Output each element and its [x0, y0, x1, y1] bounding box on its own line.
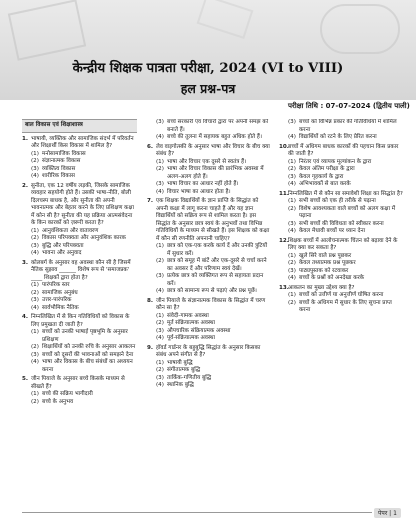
answer-option — [288, 300, 403, 315]
option-label: (4) — [156, 134, 164, 140]
option-text: भाषा विचार का आधार नहीं होते हैं। — [167, 181, 239, 187]
answer-option — [288, 268, 403, 276]
answer-option — [288, 253, 403, 261]
option-text: निरंतर एवं व्यापक मूल्यांकन के द्वारा — [299, 158, 372, 165]
question-number: 9. — [147, 344, 154, 351]
answer-option — [31, 399, 137, 407]
answer-option — [156, 119, 270, 134]
option-text: भाषा और विकास के बीच संबंधों का अध्ययन करना — [42, 359, 133, 373]
option-label: (1) — [156, 243, 164, 249]
question-block — [147, 198, 270, 298]
option-label: (3) — [31, 351, 39, 358]
answer-option — [156, 159, 270, 167]
option-label: (1) — [288, 158, 296, 165]
answer-option — [288, 260, 403, 268]
question — [147, 198, 270, 243]
option-text: बच्चे की तुलना में सहायक बहुत अधिक होते हैं। — [167, 134, 262, 140]
option-label: (2) — [288, 205, 296, 212]
question-text: जीन पियाजे के अनुसार बच्चे किसके माध्यम से सीखते हैं? — [31, 376, 125, 390]
option-text: सामाजिक अनुबंध — [42, 289, 78, 296]
option-text: बच्चों के प्रश्नों को अनदेखा करके — [299, 275, 365, 281]
footer-rule — [22, 512, 372, 513]
option-label: (3) — [156, 327, 164, 334]
question-number: 11. — [279, 190, 289, 197]
option-label: (1) — [156, 158, 164, 165]
exam-date-strip — [0, 100, 416, 115]
answer-option — [156, 375, 270, 383]
option-text: संवेदी-गामक अवस्था — [167, 312, 209, 319]
question-number: 6. — [147, 143, 154, 150]
page-number: पेपर | 1 — [374, 508, 401, 518]
question — [147, 298, 270, 313]
option-text: बच्चों को उनकी भाषाई पृष्ठभूमि के अनुसार प्रशिक्षण — [42, 329, 128, 343]
question-block — [279, 191, 403, 238]
option-text: केवल गृहकार्य के द्वारा — [299, 173, 344, 180]
answer-option — [156, 360, 270, 368]
question-number: 5. — [22, 376, 29, 382]
question-number: 13. — [279, 284, 289, 291]
option-label: (3) — [288, 220, 296, 227]
answer-option — [156, 288, 270, 296]
question-number: 8. — [147, 297, 154, 304]
option-label: (2) — [156, 367, 164, 373]
answer-option — [288, 275, 403, 283]
option-text: स्थानिक बुद्धि — [167, 382, 194, 388]
answer-option — [31, 235, 137, 243]
question-block — [147, 298, 270, 345]
option-label: (2) — [156, 166, 164, 172]
option-label: (3) — [31, 297, 39, 303]
option-text: छात्र को समूह में बांटें और एक-दूसरे से चर्चा करने का अवसर दें और परिणाम स्वयं देखें। — [167, 258, 267, 272]
answer-option — [156, 273, 270, 288]
option-text: भाषा और विचार एक दूसरे से स्वतंत्र हैं। — [167, 158, 247, 165]
answer-option — [31, 250, 137, 258]
option-text: विचार भाषा का आधार होता है। — [167, 188, 231, 195]
question — [279, 144, 403, 159]
option-label: (3) — [156, 181, 164, 187]
option-label: (4) — [288, 275, 296, 281]
answer-option — [288, 174, 403, 182]
option-text: केवल तथ्यात्मक प्रश्न पूछकर — [299, 260, 356, 266]
option-label: (4) — [156, 335, 164, 341]
question-block — [22, 183, 137, 260]
option-label: (3) — [31, 242, 39, 249]
column-middle — [147, 119, 270, 392]
answer-option — [288, 159, 403, 167]
question-list — [279, 119, 403, 317]
question — [22, 136, 137, 151]
option-label: (1) — [288, 292, 296, 298]
answer-option — [31, 297, 137, 305]
option-text: मूर्त संक्रियात्मक अवस्था — [167, 320, 215, 326]
question-number: 1. — [22, 135, 29, 142]
option-text: उत्तर-पारंपरिक — [42, 297, 72, 303]
option-label: (4) — [288, 134, 296, 140]
answer-option — [288, 228, 403, 236]
option-text: भाषायी बुद्धि — [167, 359, 193, 366]
answer-option — [156, 134, 270, 142]
answer-option — [31, 158, 137, 166]
answer-option — [288, 198, 403, 206]
page-subtitle: हल प्रश्न-पत्र — [180, 81, 236, 96]
answer-option — [156, 258, 270, 273]
option-label: (4) — [31, 250, 39, 256]
option-text: सभी बच्चों की विविधता को स्वीकार करना — [299, 220, 384, 227]
option-label: (3) — [156, 374, 164, 381]
option-text: केवल अंतिम परीक्षा के द्वारा — [299, 166, 355, 172]
question-block — [147, 119, 270, 144]
option-label: (3) — [288, 119, 296, 125]
option-text: बुद्धि और परिपक्वता — [42, 242, 84, 249]
option-label: (4) — [156, 188, 164, 195]
question-text: आकलन का मुख्य उद्देश्य क्या है? — [288, 284, 355, 291]
option-label: (3) — [156, 273, 164, 279]
option-text: बच्चे के अनुभव — [42, 398, 74, 405]
answer-option — [31, 352, 137, 360]
section-heading: बाल विकास एवं शिक्षाशास्त्र — [22, 119, 137, 133]
option-label: (2) — [31, 235, 39, 241]
option-label: (4) — [31, 359, 39, 365]
question — [22, 260, 137, 283]
answer-option — [156, 181, 270, 189]
option-text: विकास परिपक्वता और आनुवंशिक कारक — [42, 235, 126, 241]
question-number: 10. — [279, 143, 289, 150]
question-block — [279, 144, 403, 191]
answer-option — [288, 221, 403, 229]
answer-option — [31, 359, 137, 374]
question-block — [22, 136, 137, 183]
option-label: (2) — [31, 344, 39, 350]
option-label: (1) — [31, 150, 39, 157]
answer-option — [156, 382, 270, 390]
question-number: 7. — [147, 198, 154, 204]
header-banner — [0, 0, 416, 100]
question-number: 3. — [22, 259, 29, 266]
exam-date: परीक्षा तिथि : 07-07-2024 (द्वितीय पाली) — [288, 102, 410, 110]
option-text: छात्र को सामान्य रूप से पढ़ाएं और प्रश्न पूछें। — [167, 288, 257, 294]
question-text: जीन पियाजे के संज्ञानात्मक विकास के सिद्धांत में चरण कौन सा है? — [156, 297, 266, 311]
option-label: (3) — [156, 119, 164, 125]
question-block — [279, 238, 403, 285]
answer-option — [156, 335, 270, 343]
question-text: बच्चों में अधिगम बाधक कारकों की पहचान किस प्रकार की जाती है? — [288, 143, 399, 157]
answer-option — [288, 134, 403, 142]
option-text: सभी बच्चों को एक ही तरीके से पढ़ाना — [299, 198, 376, 204]
option-label: (1) — [31, 227, 39, 234]
answer-option — [31, 344, 137, 352]
option-label: (4) — [31, 173, 39, 179]
option-label: (4) — [156, 382, 164, 388]
question-number: 12. — [279, 237, 289, 244]
column-right — [279, 119, 403, 317]
option-text: औपचारिक संक्रियात्मक अवस्था — [167, 327, 231, 334]
option-text: भाषा और विचार विकास की प्रारंभिक अवस्था में अलग-अलग होते हैं। — [167, 166, 264, 180]
option-label: (1) — [156, 359, 164, 366]
page-footer — [0, 507, 416, 525]
option-label: (2) — [288, 166, 296, 172]
question-block — [279, 119, 403, 144]
option-label: (2) — [31, 158, 39, 164]
option-text: शिक्षार्थियों को उनकी रुचि के अनुसार आकलन — [42, 344, 136, 350]
answer-option — [156, 367, 270, 375]
option-text: बच्चों को विभिन्न प्रकार की गतिविधियों में शामिल करना — [299, 119, 397, 133]
question — [147, 144, 270, 159]
question-text: एक शिक्षक विद्यार्थियों के ज्ञान प्राप्ति के सिद्धांत को अपनी कक्षा में लागू करना चाहते हैं और यह ज्ञान विद्यार्थियों को सक्रिय रूप से शामिल करता है। इस सिद्धांत के अनुसार छात्र स्वयं के अनुभवों तथा विभिन्न गतिविधियों के माध्यम से सीखते हैं। इस शिक्षक को कक्षा में कौन सी रणनीति अपनानी चाहिए? — [156, 198, 270, 242]
answer-option — [31, 391, 137, 399]
question-block — [22, 376, 137, 408]
option-text: छात्र को एक-एक करके कार्य दें और उनकी त्रुटियों में सुधार करें। — [167, 243, 268, 257]
question-text: भाषायी, व्यक्तिक और सामाजिक संदर्भ में परिवर्तन और शिक्षार्थी किस विकास में शामिल है? — [31, 135, 134, 149]
banner-decoration — [8, 0, 86, 61]
option-label: (3) — [288, 267, 296, 274]
question-text: निम्नलिखित में से कौन सा समावेशी शिक्षा का सिद्धांत है? — [288, 190, 403, 197]
option-text: बच्चों के अधिगम में सुधार के लिए सूचना प्राप्त करना — [299, 299, 392, 313]
option-label: (2) — [156, 258, 164, 264]
question-number: 4. — [22, 314, 29, 320]
option-text: मनोसामाजिक विकास — [42, 150, 86, 157]
option-text: सार्वभौमिक नैतिक — [42, 304, 79, 311]
option-text: आनुवंशिकता और वातावरण — [42, 227, 99, 234]
option-label: (1) — [288, 252, 296, 259]
column-left — [22, 119, 137, 408]
option-text: तार्किक-गणितीय बुद्धि — [167, 374, 212, 381]
answer-option — [288, 292, 403, 300]
option-label: (2) — [288, 299, 296, 306]
option-text: पारंपरिक स्तर — [42, 282, 70, 288]
question — [279, 191, 403, 199]
question-number: 2. — [22, 182, 29, 189]
answer-option — [31, 243, 137, 251]
option-text: बच्चे की सक्रिय भागीदारी — [42, 391, 93, 397]
question-block — [22, 260, 137, 315]
option-text: पाठ्यपुस्तक को रटवाकर — [299, 267, 349, 274]
option-text: बच्चे सरकारी एवं विचारों द्वारा पर अपनी समझ को बनाते हैं। — [167, 119, 269, 133]
question-text: निम्नलिखित में से किन गतिविधियों को विकास के लिए प्रमुखता दी जाती है? — [31, 314, 130, 328]
option-text: खुले सिरे वाले प्रश्न पूछकर — [299, 252, 352, 259]
answer-option — [288, 166, 403, 174]
question — [22, 376, 137, 391]
question — [279, 285, 403, 293]
option-label: (2) — [288, 260, 296, 266]
option-text: अभिभावकों से बात करके — [299, 181, 351, 187]
answer-option — [31, 173, 137, 181]
answer-option — [288, 181, 403, 189]
answer-option — [156, 243, 270, 258]
option-text: भावना और अनुवाद — [42, 250, 82, 256]
answer-option — [156, 328, 270, 336]
question-list — [22, 136, 137, 409]
question-text: लेव वाइगोत्स्की के अनुसार भाषा और विचार के बीच क्या संबंध है? — [156, 143, 270, 157]
option-label: (2) — [156, 320, 164, 326]
option-text: पूर्व-संक्रियात्मक अवस्था — [167, 335, 215, 341]
answer-option — [156, 320, 270, 328]
answer-option — [156, 166, 270, 181]
option-label: (4) — [288, 228, 296, 234]
answer-option — [288, 119, 403, 134]
option-text: संगीतात्मक बुद्धि — [167, 367, 201, 373]
question — [22, 183, 137, 228]
option-text: विद्यार्थियों को रटने के लिए प्रेरित करना — [299, 134, 377, 140]
answer-option — [31, 228, 137, 236]
option-label: (3) — [288, 173, 296, 180]
option-text: प्रत्येक छात्र को व्यक्तिगत रूप से सहायता प्रदान करें। — [167, 273, 264, 287]
option-label: (1) — [288, 198, 296, 204]
option-text: संज्ञानात्मक विकास — [42, 158, 81, 164]
question-block — [22, 314, 137, 376]
option-label: (1) — [31, 391, 39, 397]
question-text: हॉवर्ड गार्डनर के बहुबुद्धि सिद्धांत के अनुसार किसका संबंध अपने संगीत से है? — [156, 344, 261, 358]
answer-option — [31, 329, 137, 344]
option-label: (4) — [156, 288, 164, 294]
option-label: (3) — [31, 165, 39, 172]
answer-option — [31, 290, 137, 298]
option-text: शारीरिक विकास — [42, 173, 75, 179]
banner-decoration — [197, 0, 254, 39]
option-label: (1) — [31, 282, 39, 288]
question-block — [279, 285, 403, 317]
option-text: बच्चों को उत्तीर्ण या अनुत्तीर्ण घोषित करना — [299, 292, 384, 298]
answer-option — [31, 166, 137, 174]
question — [22, 314, 137, 329]
question-text: शिक्षक बच्चों में आलोचनात्मक चिंतन को बढ़ावा देने के लिए क्या कर सकता है? — [288, 237, 398, 251]
answer-option — [31, 282, 137, 290]
option-label: (2) — [31, 289, 39, 296]
option-label: (4) — [288, 181, 296, 187]
question — [147, 345, 270, 360]
question-block — [147, 345, 270, 392]
option-label: (2) — [31, 398, 39, 405]
banner-decoration — [320, 4, 400, 54]
option-label: (1) — [31, 329, 39, 335]
question-list — [147, 119, 270, 392]
answer-option — [156, 313, 270, 321]
option-text: व्यक्तित्व विकास — [42, 165, 76, 172]
question-text: सुनीता, एक 12 वर्षीय लड़की, जिसके सामाजिक व्यवहार सहयोगी होते हैं। उसकी भाषा-नीति, बोली दिलचस्प बाधक है, और सुनीता की अपनी भावनात्मक और बेहतर करने के लिए प्रशिक्षण कक्षा में कोन सी है? सुनीता की यह प्रक्रिया आत्मसंवेदना के किन कारकों को ज़रूरी करता है? — [31, 182, 134, 226]
option-label: (4) — [31, 304, 39, 311]
page-title: केन्द्रीय शिक्षक पात्रता परीक्षा, 2024 (VI to VIII) — [72, 61, 344, 76]
answer-option — [156, 189, 270, 197]
answer-option — [31, 151, 137, 159]
option-text: विशेष आवश्यकता वाले बच्चों को अलग कक्षा में पढ़ाना — [299, 205, 396, 219]
option-text: बच्चों को दूसरों की भावनाओं को समझने देना — [42, 351, 134, 358]
question — [279, 238, 403, 253]
question-block — [147, 144, 270, 199]
answer-option — [288, 206, 403, 221]
answer-option — [31, 305, 137, 313]
question-text: कोलबर्ग के अनुसार वह अवस्था कौन सी है जिसमें नैतिक सुझाव ______ विशेष रूप से 'समाजप्रक' ‍ ____ शिक्षकों द्वारा होता है? — [31, 259, 132, 281]
option-text: केवल मेधावी बच्चों पर ध्यान देना — [299, 228, 366, 234]
option-label: (1) — [156, 312, 164, 319]
